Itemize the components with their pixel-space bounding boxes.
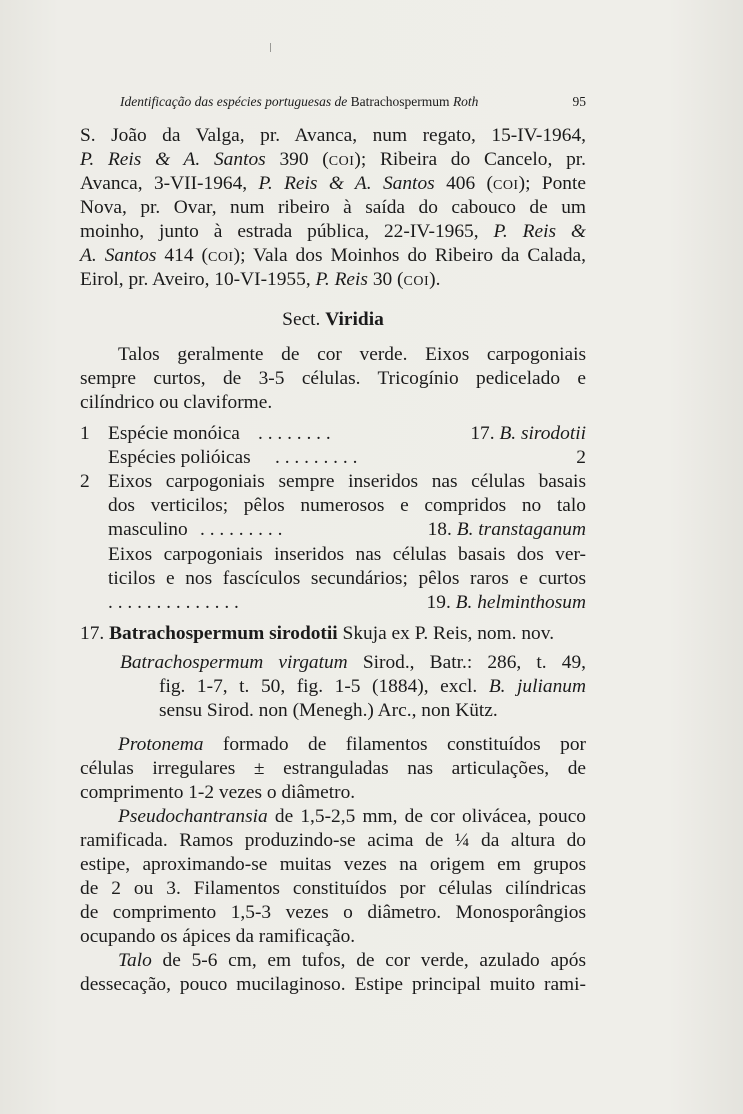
pseudochantransia-line-4: de 2 ou 3. Filamentos constituídos por células cilíndricas <box>80 878 586 899</box>
intro-line-6: A. Santos 414 (COI); Vala dos Moinhos do Ribeiro da Calada, <box>80 245 587 266</box>
key-entry-2b-line-2: ticilos e nos fascículos secundários; pêlos raros e curtos <box>108 568 586 589</box>
section-desc-line-2: sempre curtos, de 3-5 células. Tricogínio pedicelado e <box>80 368 586 389</box>
running-header <box>120 94 586 110</box>
pseudochantransia-line-6: ocupando os ápices da ramificação. <box>80 926 356 947</box>
intro-line-7: Eirol, pr. Aveiro, 10-VI-1955, P. Reis 30 (COI). <box>80 269 441 290</box>
protonema-line-1: Protonema formado de filamentos constituídos por <box>118 734 586 755</box>
pseudochantransia-line-5: de comprimento 1,5-3 vezes o diâmetro. Monosporângios <box>80 902 586 923</box>
intro-line-4: Nova, pr. Ovar, num ribeiro à saída do cabouco de um <box>80 197 586 218</box>
key-entry-2-line-1: 2 Eixos carpogoniais sempre inseridos nas células basais <box>80 471 586 492</box>
key-entry-1: 1 Espécie monóica . . . . . . . . 17. B. sirodotii <box>80 423 586 444</box>
intro-line-1: S. João da Valga, pr. Avanca, num regato, 15-IV-1964, <box>80 125 586 146</box>
synonym-line-1: Batrachospermum virgatum Sirod., Batr.: 286, t. 49, <box>120 652 586 673</box>
key-entry-2-line-2: dos verticilos; pêlos numerosos e compridos no talo <box>108 495 586 516</box>
protonema-line-3: comprimento 1-2 vezes o diâmetro. <box>80 782 356 803</box>
book-page: Identificação das espécies portuguesas de Batrachospermum Roth 95 S. João da Valga, pr. Avanca, num regato, 15-IV-1964, P. Reis & A. Santos 390 (COI); Ribeira do Cancelo, pr. Avanca, 3-VII-1964, P. Reis & A. Santos 406 (COI); Ponte Nova, pr. Ovar, num ribeiro à saída do cabouco de um moinho, junto à estrada pública, 22-IV-1965, P. Reis & A. Santos 414 (COI); Vala dos Moinhos do Ribeiro da Calada, Eirol, pr. Aveiro, 10-VI-1955, P. Reis 30 (COI). Sect. Viridia Talos geralmente de cor verde. Eixos carpogoniais sempre curtos, de 3-5 células. Tricogínio pedicelado e cilíndrico ou claviforme. 1 Espécie monóica . . . . . . . . 17. B. sirodotii Espécies polióicas . . . . . . . . . 2 2 Eixos carpogoniais sempre inseridos nas células basais dos verticilos; pêlos numerosos e compridos no talo masculino . . . . . . . . . 18. B. transtaganum Eixos carpogoniais inseridos nas células basais dos ver- ticilos e nos fascículos secundários; pêlos raros e curtos . . . . . . . . . . . . . . 19. B. helminthosum 17. Batrachospermum sirodotii Skuja ex P. Reis, nom. nov. Batrachospermum virgatum Sirod., Batr.: 286, t. 49, fig. 1-7, t. 50, fig. 1-5 (1884), excl. B. julianum sensu Sirod. non (Menegh.) Arc., non Kütz. Protonema formado de filamentos constituídos por células irregulares ± estranguladas nas articulações, de comprimento 1-2 vezes o diâmetro. Pseudochantransia de 1,5-2,5 mm, de cor olivácea, pouco ramificada. Ramos produzindo-se acima de ¼ da altura do estipe, aproximando-se muitas vezes na origem em grupos de 2 ou 3. Filamentos constituídos por células cilíndricas de comprimento 1,5-3 vezes o diâmetro. Monosporângios ocupando os ápices da ramificação. Talo de 5-6 cm, em tufos, de cor verde, azulado após dessecação, pouco mucilaginoso. Estipe principal muito rami- <box>0 0 743 1114</box>
section-desc-line-1: Talos geralmente de cor verde. Eixos carpogoniais <box>118 344 586 365</box>
pseudochantransia-line-3: estipe, aproximando-se muitas vezes na origem em grupos <box>80 854 586 875</box>
header-genus: Batrachospermum <box>350 94 450 109</box>
species-heading: 17. Batrachospermum sirodotii Skuja ex P. Reis, nom. nov. <box>80 623 555 644</box>
key-number: 1 <box>80 423 90 444</box>
intro-line-5: moinho, junto à estrada pública, 22-IV-1965, P. Reis & <box>80 221 587 242</box>
section-heading: Sect. Viridia <box>282 309 384 330</box>
synonym-line-3: sensu Sirod. non (Menegh.) Arc., non Kütz. <box>159 700 498 721</box>
intro-line-3: Avanca, 3-VII-1964, P. Reis & A. Santos 406 (COI); Ponte <box>80 173 586 194</box>
scan-mark <box>270 43 271 52</box>
section-desc-line-3: cilíndrico ou claviforme. <box>80 392 273 413</box>
pseudochantransia-line-1: Pseudochantransia de 1,5-2,5 mm, de cor olivácea, pouco <box>118 806 586 827</box>
key-entry-2b-line-1: Eixos carpogoniais inseridos nas células basais dos ver- <box>108 544 586 565</box>
protonema-line-2: células irregulares ± estranguladas nas articulações, de <box>80 758 586 779</box>
header-author: Roth <box>452 94 479 109</box>
pseudochantransia-line-2: ramificada. Ramos produzindo-se acima de ¼ da altura do <box>80 830 586 851</box>
synonym-line-2: fig. 1-7, t. 50, fig. 1-5 (1884), excl. B. julianum <box>159 676 586 697</box>
talo-line-1: Talo de 5-6 cm, em tufos, de cor verde, azulado após <box>118 950 586 971</box>
header-title: Identificação das espécies portuguesas de <box>120 94 348 109</box>
talo-line-2: dessecação, pouco mucilaginoso. Estipe principal muito rami- <box>80 974 586 995</box>
intro-line-2: P. Reis & A. Santos 390 (COI); Ribeira do Cancelo, pr. <box>80 149 586 170</box>
page-number: 95 <box>572 94 586 109</box>
